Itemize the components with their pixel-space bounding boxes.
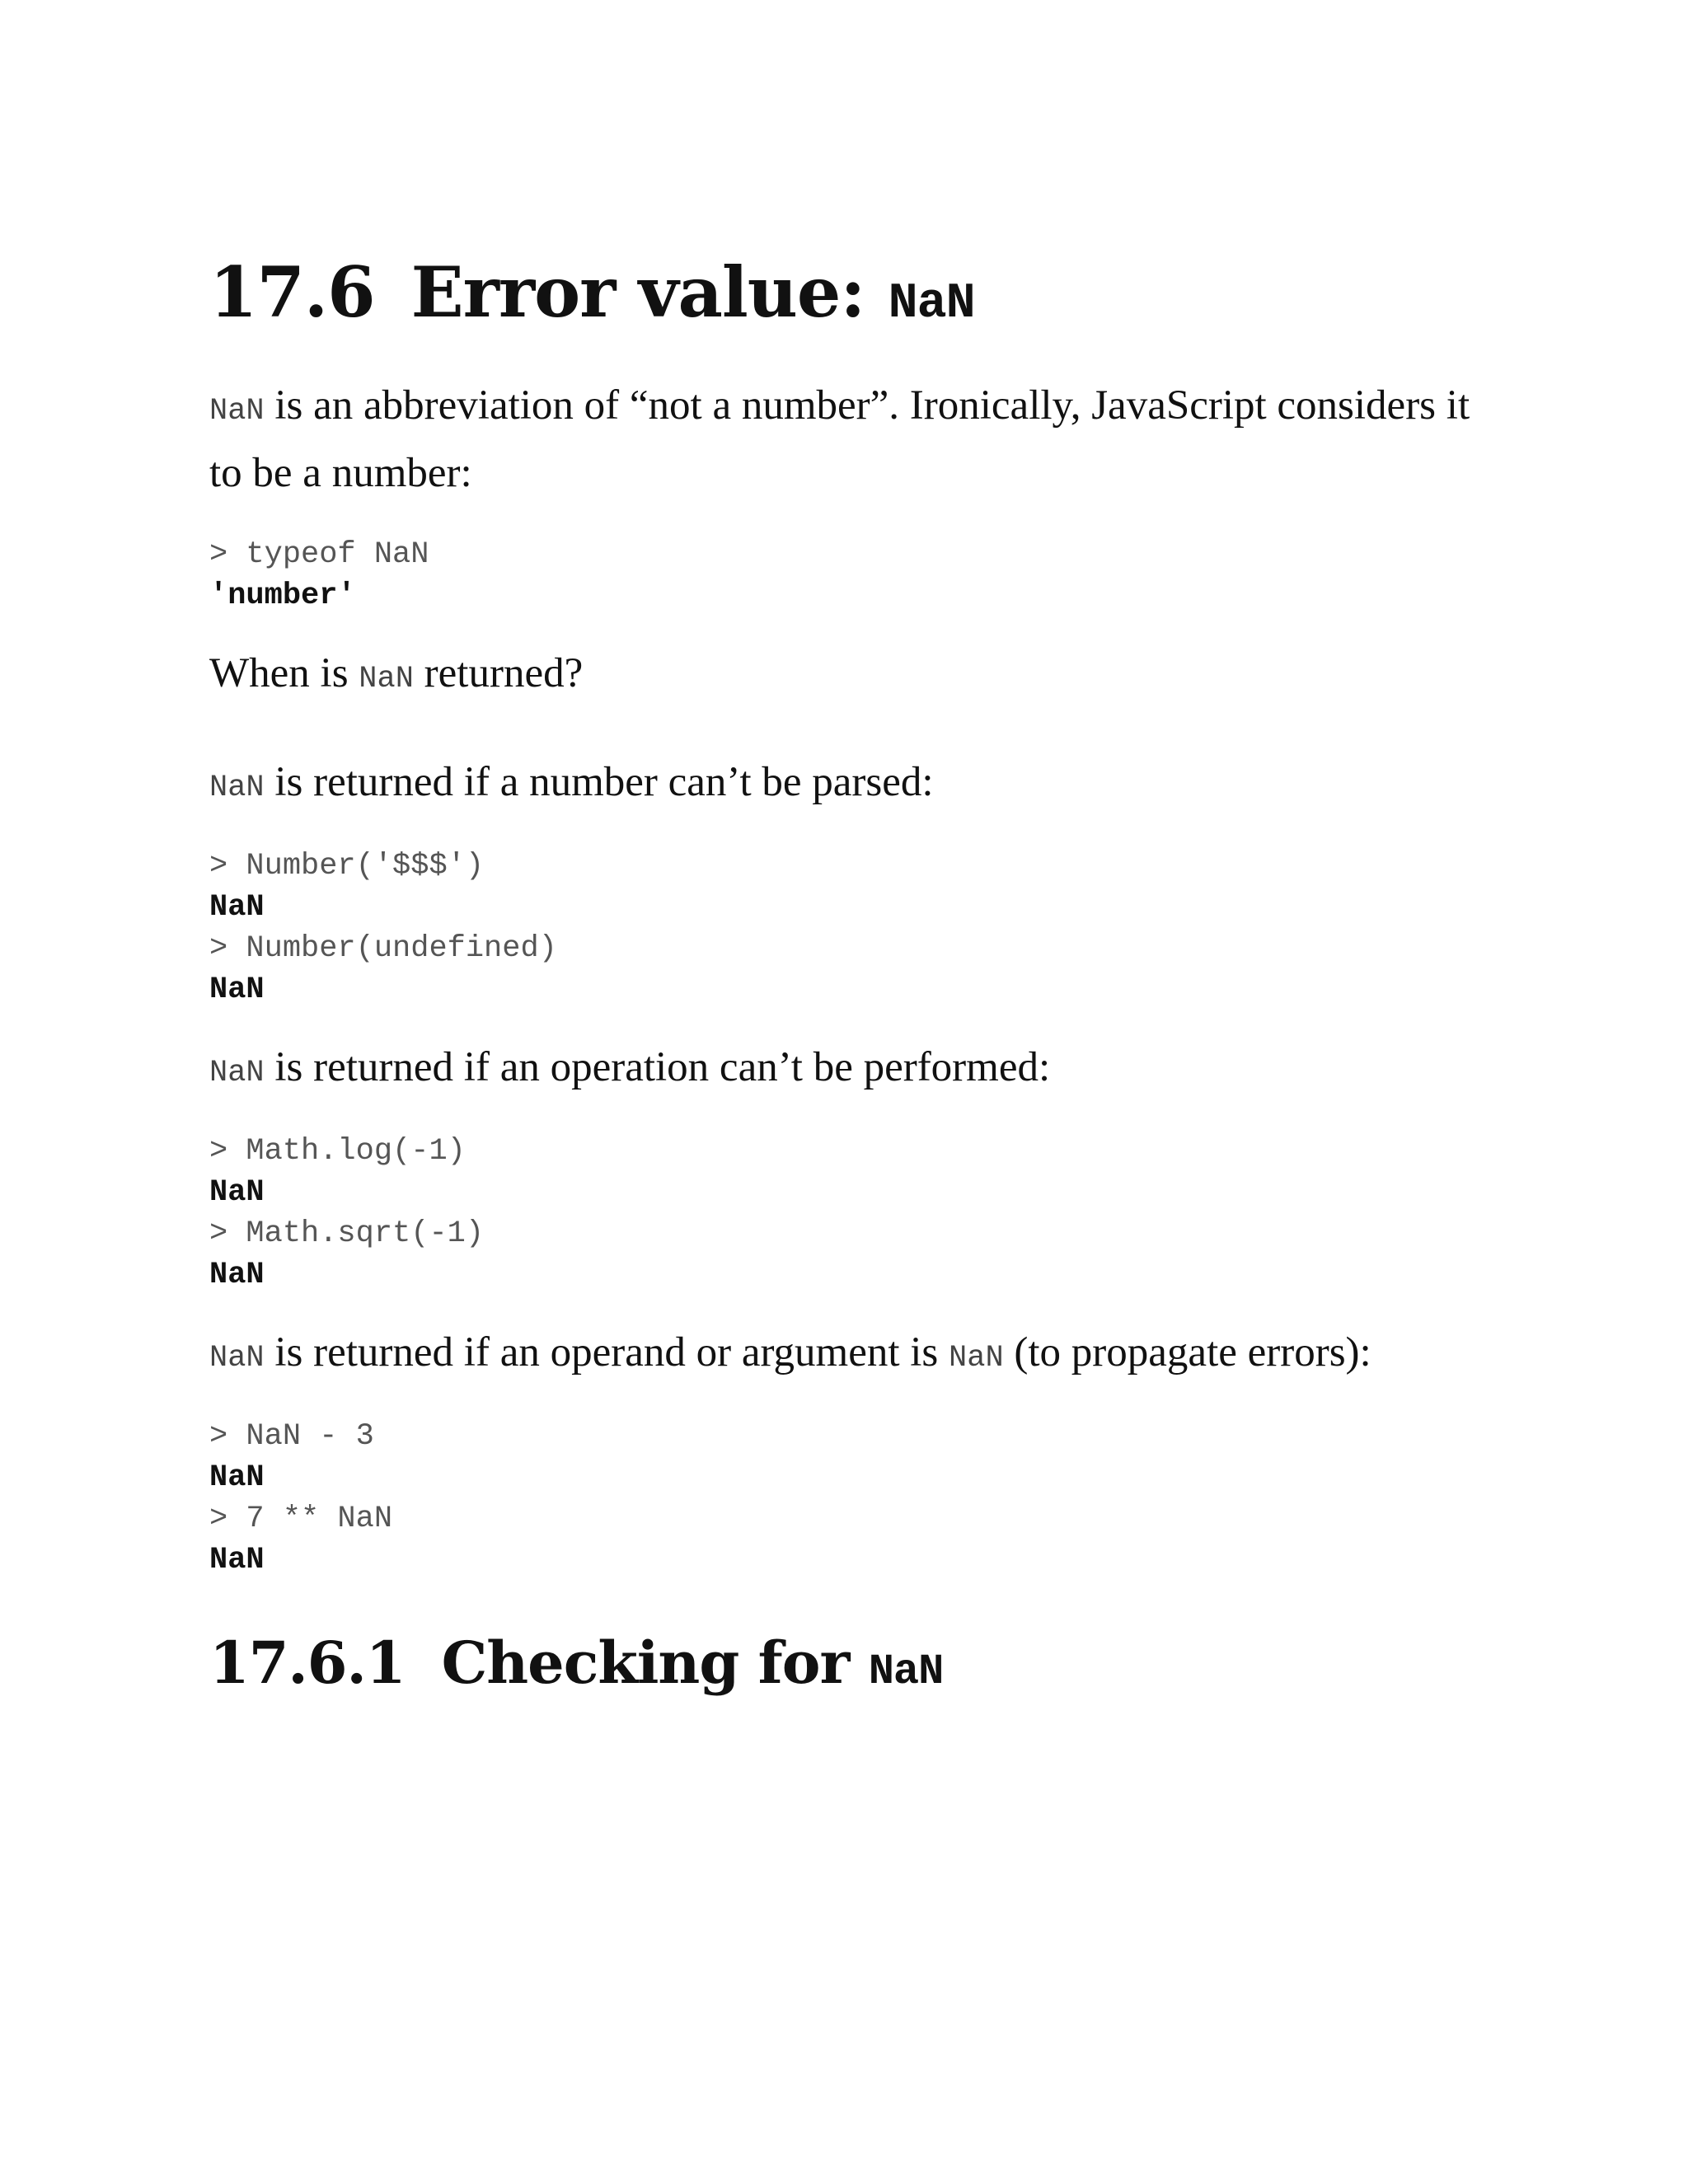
code-output-line: NaN bbox=[209, 1543, 265, 1577]
operation-text: is returned if an operation can’t be performed: bbox=[264, 1044, 1051, 1090]
code-input-line: > Math.sqrt(-1) bbox=[209, 1216, 485, 1251]
code-block-propagate bbox=[209, 1416, 1495, 1581]
subsection-title-text: Checking for bbox=[441, 1629, 869, 1697]
parse-text: is returned if a number can’t be parsed: bbox=[264, 759, 934, 805]
propagate-paragraph bbox=[209, 1322, 1495, 1390]
section-title-text: Error value: bbox=[410, 251, 889, 333]
inline-code: NaN bbox=[209, 771, 265, 805]
code-output-line: NaN bbox=[209, 890, 265, 925]
section-number: 17.6 bbox=[209, 251, 375, 333]
code-input-line: > NaN - 3 bbox=[209, 1419, 374, 1454]
intro-text: is an abbreviation of “not a number”. Ironically, JavaScript considers it to be a number: bbox=[209, 382, 1470, 496]
inline-code: NaN bbox=[949, 1341, 1004, 1376]
code-input-line: > typeof NaN bbox=[209, 537, 429, 572]
code-output-line: NaN bbox=[209, 1258, 265, 1292]
section-title-code: NaN bbox=[888, 276, 975, 332]
code-block-operation bbox=[209, 1131, 1495, 1296]
inline-code: NaN bbox=[209, 1056, 265, 1090]
intro-paragraph bbox=[209, 375, 1495, 504]
question-paragraph bbox=[209, 643, 1495, 710]
inline-code: NaN bbox=[209, 1341, 265, 1376]
code-input-line: > 7 ** NaN bbox=[209, 1502, 393, 1536]
code-output-line: 'number' bbox=[209, 579, 356, 613]
code-output-line: NaN bbox=[209, 1175, 265, 1210]
code-output-line: NaN bbox=[209, 972, 265, 1007]
code-input-line: > Number('$$$') bbox=[209, 849, 485, 883]
parse-paragraph bbox=[209, 752, 1495, 819]
page-content bbox=[209, 251, 1495, 1708]
code-block-parse bbox=[209, 846, 1495, 1010]
propagate-text-mid: is returned if an operand or argument is bbox=[264, 1329, 950, 1376]
operation-paragraph bbox=[209, 1037, 1495, 1104]
section-heading bbox=[209, 251, 1495, 345]
inline-code: NaN bbox=[359, 662, 414, 696]
code-output-line: NaN bbox=[209, 1460, 265, 1495]
question-text-before: When is bbox=[209, 650, 359, 696]
inline-code: NaN bbox=[209, 394, 265, 429]
propagate-text-end: (to propagate errors): bbox=[1003, 1329, 1372, 1376]
code-block-typeof bbox=[209, 534, 1495, 616]
subsection-title-code: NaN bbox=[868, 1647, 944, 1696]
code-input-line: > Math.log(-1) bbox=[209, 1134, 466, 1169]
subsection-number: 17.6.1 bbox=[209, 1629, 406, 1697]
question-text-after: returned? bbox=[413, 650, 584, 696]
subsection-heading bbox=[209, 1627, 1495, 1708]
code-input-line: > Number(undefined) bbox=[209, 931, 557, 966]
